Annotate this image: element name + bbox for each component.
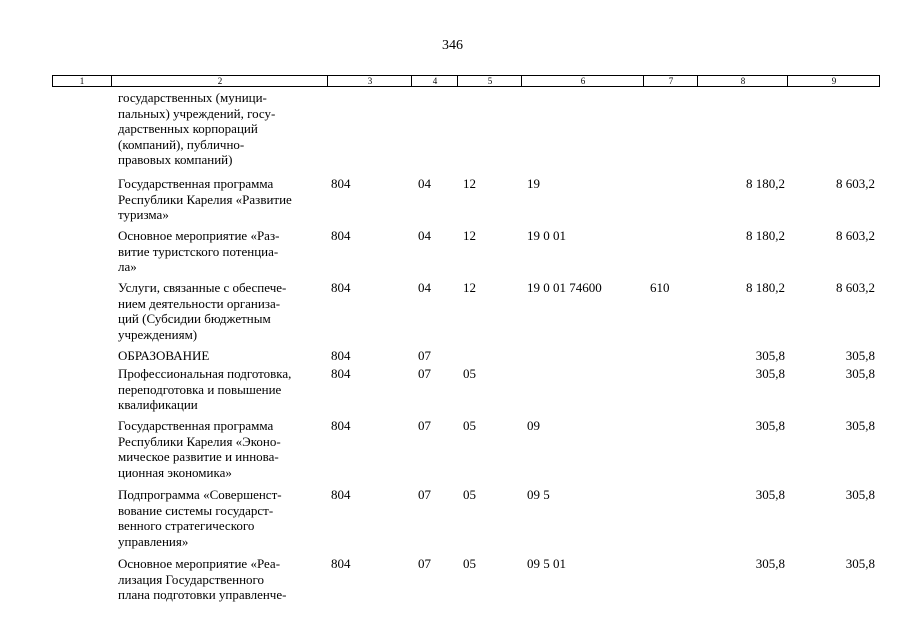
row-name-line: Профессиональная подготовка, xyxy=(118,366,292,381)
cell-col-4: 04 xyxy=(418,280,431,295)
cell-col-8: 8 180,2 xyxy=(746,176,785,191)
cell-col-5: 05 xyxy=(463,366,476,381)
header-col-5: 5 xyxy=(457,76,522,86)
cell-col-3: 804 xyxy=(331,418,351,433)
cell-col-5: 05 xyxy=(463,556,476,571)
cell-col-4: 07 xyxy=(418,348,431,363)
cell-col-4: 07 xyxy=(418,556,431,571)
row-name xyxy=(118,556,328,603)
cell-col-3: 804 xyxy=(331,280,351,295)
cell-col-4: 04 xyxy=(418,176,431,191)
row-name-line: Республики Карелия «Развитие xyxy=(118,191,292,207)
cell-col-8: 8 180,2 xyxy=(746,280,785,295)
row-name-line: (компаний), публично- xyxy=(118,136,245,152)
header-col-2: 2 xyxy=(111,76,328,86)
row-name-line: квалификации xyxy=(118,397,198,412)
header-col-4: 4 xyxy=(411,76,458,86)
row-name-line: Основное мероприятие «Реа- xyxy=(118,556,281,571)
cell-col-3: 804 xyxy=(331,366,351,381)
row-name-line: дарственных корпораций xyxy=(118,121,258,136)
row-name xyxy=(118,228,328,275)
row-name xyxy=(118,90,328,168)
cell-col-6: 09 5 01 xyxy=(527,556,566,571)
cell-col-5: 12 xyxy=(463,280,476,295)
row-name-line: лизация Государственного xyxy=(118,571,265,587)
cell-col-6: 09 5 xyxy=(527,487,550,502)
row-name xyxy=(118,418,328,480)
cell-col-8: 305,8 xyxy=(755,556,785,571)
cell-col-3: 804 xyxy=(331,348,351,363)
cell-col-9: 305,8 xyxy=(845,366,875,381)
cell-col-3: 804 xyxy=(331,228,351,243)
cell-col-4: 07 xyxy=(418,366,431,381)
cell-col-8: 305,8 xyxy=(755,487,785,502)
cell-col-8: 305,8 xyxy=(755,348,785,363)
row-name-line: плана подготовки управленче- xyxy=(118,587,287,602)
cell-col-5: 12 xyxy=(463,228,476,243)
row-name-line: ла» xyxy=(118,259,137,274)
cell-col-4: 07 xyxy=(418,418,431,433)
row-name-line: государственных (муници- xyxy=(118,90,267,105)
cell-col-6: 09 xyxy=(527,418,540,433)
row-name-line: управления» xyxy=(118,533,189,549)
cell-col-7: 610 xyxy=(650,280,670,295)
cell-col-6: 19 0 01 xyxy=(527,228,566,243)
header-col-1: 1 xyxy=(79,76,85,86)
cell-col-9: 8 603,2 xyxy=(836,280,875,295)
row-name-line: Государственная программа xyxy=(118,176,274,191)
header-col-3: 3 xyxy=(327,76,412,86)
cell-col-9: 305,8 xyxy=(845,348,875,363)
row-name-line: ОБРАЗОВАНИЕ xyxy=(118,348,210,363)
page-number: 346 xyxy=(442,38,463,53)
row-name-line: пальных) учреждений, госу- xyxy=(118,105,276,121)
cell-col-5: 05 xyxy=(463,487,476,502)
cell-col-8: 305,8 xyxy=(755,366,785,381)
row-name-line: правовых компаний) xyxy=(118,152,233,167)
row-name xyxy=(118,487,328,549)
row-name-line: ционная экономика» xyxy=(118,464,232,480)
cell-col-6: 19 xyxy=(527,176,540,191)
row-name-line: Государственная программа xyxy=(118,418,274,433)
header-col-6: 6 xyxy=(521,76,644,86)
row-name xyxy=(118,280,328,342)
row-name xyxy=(118,176,328,223)
header-col-9: 9 xyxy=(787,76,880,86)
row-name-line: вование системы государст- xyxy=(118,502,274,518)
cell-col-9: 305,8 xyxy=(845,418,875,433)
cell-col-5: 12 xyxy=(463,176,476,191)
cell-col-9: 305,8 xyxy=(845,556,875,571)
cell-col-3: 804 xyxy=(331,176,351,191)
row-name-line: мическое развитие и иннова- xyxy=(118,449,279,464)
cell-col-6: 19 0 01 74600 xyxy=(527,280,602,295)
cell-col-8: 305,8 xyxy=(755,418,785,433)
row-name-line: туризма» xyxy=(118,207,169,222)
cell-col-9: 305,8 xyxy=(845,487,875,502)
cell-col-5: 05 xyxy=(463,418,476,433)
cell-col-4: 04 xyxy=(418,228,431,243)
row-name-line: Республики Карелия «Эконо- xyxy=(118,433,281,449)
cell-col-3: 804 xyxy=(331,556,351,571)
row-name-line: венного стратегического xyxy=(118,518,255,533)
row-name-line: учреждениям) xyxy=(118,326,198,342)
row-name xyxy=(118,366,328,413)
row-name xyxy=(118,348,328,364)
row-name-line: Услуги, связанные с обеспече- xyxy=(118,280,287,295)
row-name-line: переподготовка и повышение xyxy=(118,381,282,397)
cell-col-9: 8 603,2 xyxy=(836,176,875,191)
header-col-7: 7 xyxy=(643,76,698,86)
cell-col-9: 8 603,2 xyxy=(836,228,875,243)
row-name-line: нием деятельности организа- xyxy=(118,295,281,311)
row-name-line: Основное мероприятие «Раз- xyxy=(118,228,280,243)
row-name-line: ций (Субсидии бюджетным xyxy=(118,311,271,326)
cell-col-3: 804 xyxy=(331,487,351,502)
row-name-line: витие туристского потенциа- xyxy=(118,243,279,259)
row-name-line: Подпрограмма «Совершенст- xyxy=(118,487,282,502)
cell-col-8: 8 180,2 xyxy=(746,228,785,243)
header-col-8: 8 xyxy=(697,76,788,86)
cell-col-4: 07 xyxy=(418,487,431,502)
table-header xyxy=(52,75,880,87)
